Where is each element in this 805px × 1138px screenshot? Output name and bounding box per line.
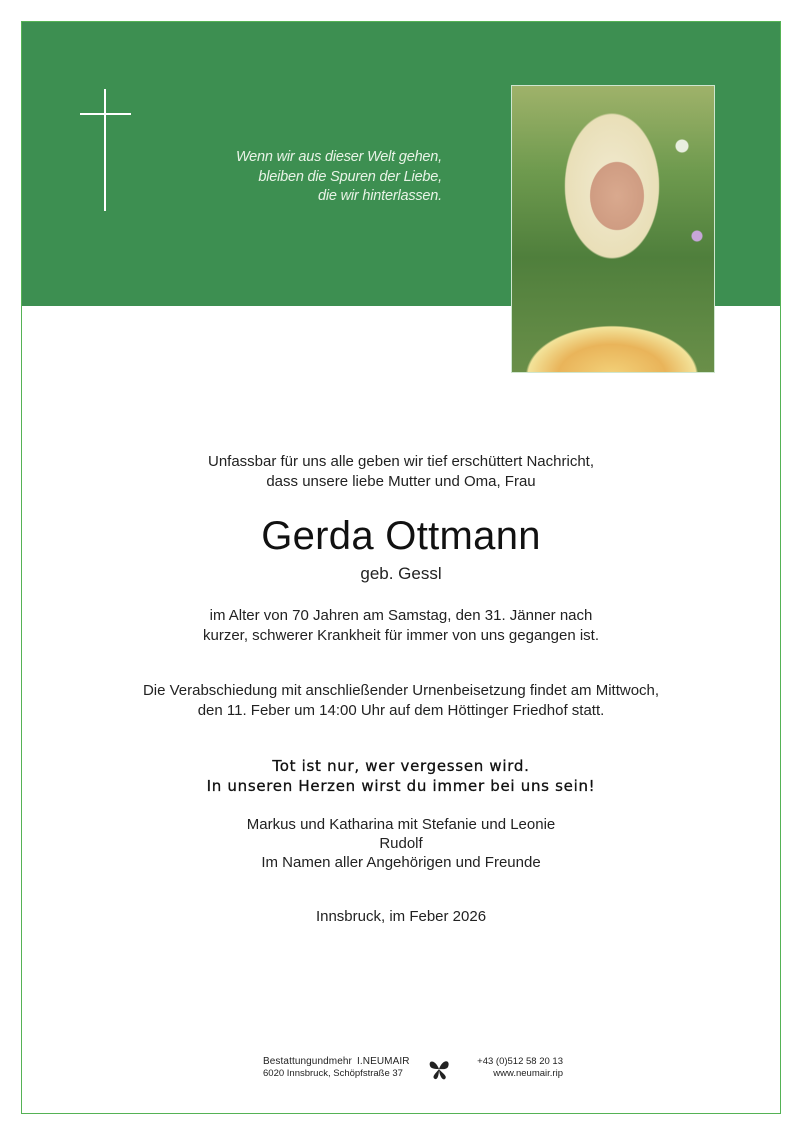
- company-website[interactable]: www.neumair.rip: [493, 1068, 563, 1079]
- intro-line: dass unsere liebe Mutter und Oma, Frau: [266, 473, 536, 490]
- quote-line: bleiben die Spuren der Liebe,: [258, 168, 442, 185]
- family-signatures: [22, 815, 780, 872]
- age-line: im Alter von 70 Jahren am Samstag, den 31. Jänner nach: [209, 607, 593, 624]
- motto-line: Tot ist nur, wer vergessen wird.: [272, 757, 530, 775]
- intro-line: Unfassbar für uns alle geben wir tief erschüttert Nachricht,: [207, 453, 594, 470]
- quote-line: Wenn wir aus dieser Welt gehen,: [235, 149, 442, 165]
- butterfly-icon: [426, 1056, 452, 1082]
- ceremony-line: den 11. Feber um 14:00 Uhr auf dem Höttinger Friedhof statt.: [197, 702, 605, 719]
- obituary-card: [21, 21, 781, 1114]
- portrait-photo: [511, 85, 715, 373]
- intro-text: [22, 452, 780, 492]
- place-date: Innsbruck, im Feber 2026: [315, 908, 487, 925]
- motto: [22, 756, 780, 796]
- company-phone: +43 (0)512 58 20 13: [477, 1056, 563, 1067]
- ceremony-line: Die Verabschiedung mit anschließender Urnenbeisetzung findet am Mittwoch,: [142, 682, 660, 699]
- age-text: [22, 606, 780, 646]
- quote-line: die wir hinterlassen.: [318, 188, 442, 204]
- maiden-name: geb. Gessl: [360, 564, 442, 583]
- ceremony-text: [22, 681, 780, 721]
- quote: [236, 148, 442, 207]
- age-line: kurzer, schwerer Krankheit für immer von uns gegangen ist.: [202, 627, 599, 644]
- funeral-home-footer: [263, 1056, 563, 1086]
- company-brand: I.NEUMAIR: [356, 1056, 410, 1067]
- family-line: Im Namen aller Angehörigen und Freunde: [261, 854, 541, 871]
- motto-line: In unseren Herzen wirst du immer bei uns sein!: [206, 777, 596, 795]
- company-name: Bestattungundmehr I.NEUMAIR: [263, 1056, 410, 1067]
- family-line: Rudolf: [379, 835, 423, 852]
- company-address: 6020 Innsbruck, Schöpfstraße 37: [263, 1068, 403, 1079]
- family-line: Markus und Katharina mit Stefanie und Leonie: [246, 816, 556, 833]
- deceased-name: Gerda Ottmann: [261, 514, 541, 558]
